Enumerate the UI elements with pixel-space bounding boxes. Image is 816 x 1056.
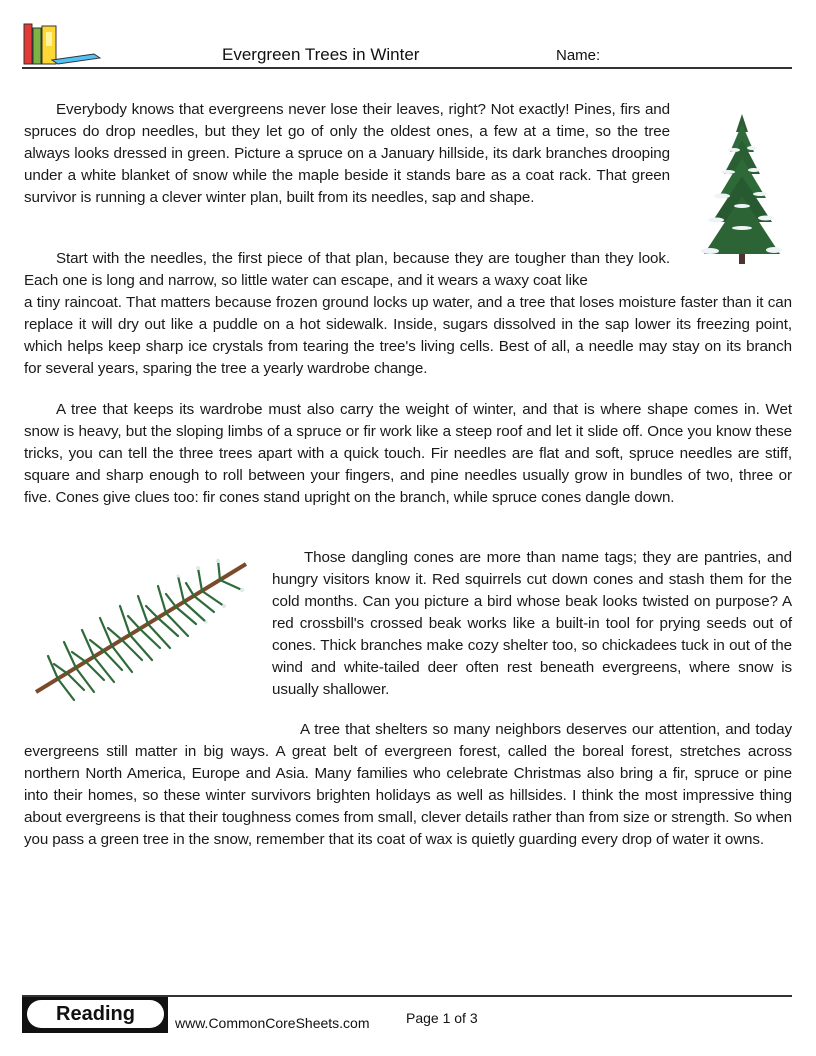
- paragraph-1: [24, 99, 670, 209]
- books-icon: [22, 22, 102, 66]
- paragraph-2-text-part2: a tiny raincoat. That matters because frozen ground locks up water, and a tree that loses moisture faster than it can replace it will dry out like a puddle on a hot sidewalk. Inside, sugars dissolved in the sap lower its freezing point, which helps keep sharp ice crystals from tearing the tree's living cells. Best of all, a needle may stay on its branch for several years, sparing the tree a yearly wardrobe change.: [24, 294, 792, 377]
- worksheet-title: Evergreen Trees in Winter: [222, 45, 420, 64]
- paragraph-3-text: A tree that keeps its wardrobe must also carry the weight of winter, and that is where shape comes in. Wet snow is heavy, but the sloping limbs of a spruce or fir work like a steep roof and let it slide off. Once you know these tricks, you can tell the three trees apart with a quick touch. Fir needles are flat and soft, spruce needles are stiff, square and sharp enough to roll between your fingers, and pine needles usually grow in bundles of two, three or five. Cones give clues too: fir cones stand upright on the branch, while spruce cones dangle down.: [24, 401, 792, 506]
- paragraph-4-text: Those dangling cones are more than name tags; they are pantries, and hungry visitors know it. Red squirrels cut down cones and stash them for the cold months. Can you picture a bird whose beak looks twisted on purpose? A red crossbill's crossed beak works like a built-in tool for prying seeds out of cones. Thick branches make cozy shelter too, so chickadees tuck in out of the wind and white-tailed deer often rest beneath evergreens, where snow is usually shallower.: [272, 549, 792, 698]
- paragraph-2-continued: [24, 292, 792, 380]
- paragraph-4: [272, 547, 792, 701]
- site-url: www.CommonCoreSheets.com: [175, 1015, 370, 1031]
- paragraph-2-text-part1: Start with the needles, the first piece of that plan, because they are tougher than they look. Each one is long and narrow, so little water can escape, and it wears a waxy coat like: [24, 250, 670, 289]
- paragraph-5-text: A tree that shelters so many neighbors deserves our attention, and today evergreens still matter in big ways. A great belt of evergreen forest, called the boreal forest, stretches across northern North America, Europe and Asia. Many families who celebrate Christmas also bring a fir, spruce or pine into their homes, so these winter survivors brighten holidays as well as hillsides. I think the most impressive thing about evergreens is that their toughness comes from small, clever details rather than from size or strength. So when you pass a green tree in the snow, remember that its coat of wax is quietly guarding every drop of water it owns.: [24, 721, 792, 848]
- paragraph-2: [24, 248, 670, 292]
- header-divider: [22, 67, 792, 69]
- snowy-spruce-tree-image: [696, 110, 788, 265]
- name-label: Name:: [556, 47, 601, 64]
- evergreen-branch-image: [28, 556, 258, 716]
- paragraph-3: [24, 399, 792, 509]
- reading-badge: Reading: [27, 1000, 164, 1028]
- paragraph-1-text: Everybody knows that evergreens never lose their leaves, right? Not exactly! Pines, firs and spruces do drop needles, but they let go of only the oldest ones, a few at a time, so the tree always looks dressed in green. Picture a spruce on a January hillside, its dark branches drooping under a white blanket of snow while the maple beside it stands bare as a coat rack. That green survivor is running a clever winter plan, built from its needles, sap and shape.: [24, 101, 670, 206]
- paragraph-5: [24, 719, 792, 851]
- page-number: Page 1 of 3: [406, 1010, 478, 1026]
